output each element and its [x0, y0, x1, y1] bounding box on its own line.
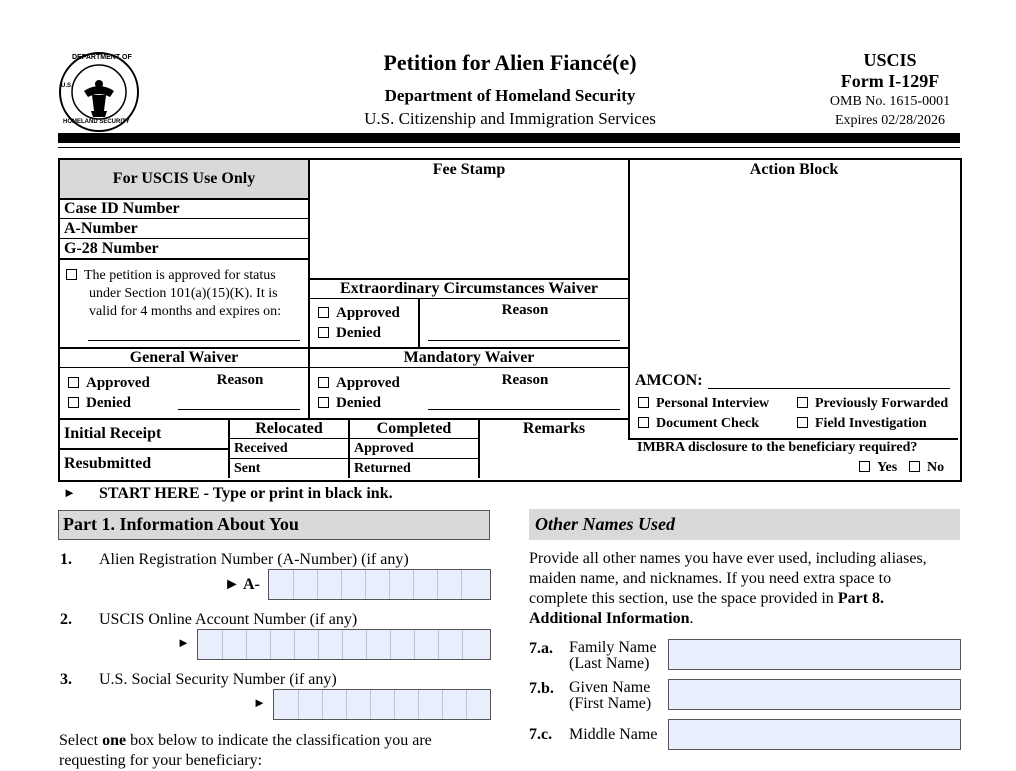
personal-interview-checkbox[interactable]	[638, 397, 649, 408]
mw-approved-checkbox[interactable]	[318, 377, 329, 388]
classification-instructions: Select one box below to indicate the classification you are requesting for your beneficiary:	[59, 732, 432, 769]
sent-label: Sent	[234, 461, 261, 476]
ecw-approved: Approved	[318, 305, 400, 322]
q2-label: USCIS Online Account Number (if any)	[99, 611, 358, 628]
document-check: Document Check	[638, 416, 759, 432]
f7c-label: Middle Name	[569, 726, 658, 743]
form-agency: USCIS	[863, 50, 917, 70]
resubmitted-label: Resubmitted	[64, 455, 152, 472]
seal-text-bottom: HOMELAND SECURITY	[63, 119, 130, 125]
start-here-text: START HERE - Type or print in black ink.	[99, 485, 393, 502]
other-names-header	[529, 509, 960, 540]
initial-receipt-label: Initial Receipt	[64, 425, 162, 442]
gw-reason-label: Reason	[216, 372, 264, 388]
ecw-reason-label: Reason	[501, 302, 549, 318]
fee-stamp-label: Fee Stamp	[432, 161, 506, 178]
amcon-line[interactable]	[708, 388, 950, 389]
uscis-use-only-label: For USCIS Use Only	[112, 170, 256, 187]
ecw-denied-checkbox[interactable]	[318, 327, 329, 338]
middle-name-input[interactable]	[668, 719, 961, 750]
completed-label: Completed	[376, 420, 452, 437]
expiration-date: Expires 02/28/2026	[834, 113, 946, 128]
remarks-label: Remarks	[522, 420, 586, 437]
field-investigation: Field Investigation	[797, 416, 927, 432]
imbra-question: IMBRA disclosure to the beneficiary required?	[637, 440, 918, 455]
other-names-title: Other Names Used	[535, 514, 675, 534]
dhs-seal	[58, 51, 140, 133]
mw-denied: Denied	[318, 395, 381, 412]
a-number-label: A-Number	[64, 220, 138, 237]
approval-checkbox[interactable]	[66, 269, 77, 280]
imbra-yes-checkbox[interactable]	[859, 461, 870, 472]
q1-prefix: ► A-	[224, 576, 260, 593]
header-rule	[58, 133, 960, 143]
mw-reason-line[interactable]	[428, 409, 620, 410]
ssn-input[interactable]	[273, 689, 491, 720]
mw-approved: Approved	[318, 375, 400, 392]
other-names-intro: Provide all other names you have ever used, including aliases, maiden name, and nicknames. If you need extra space to complete this section, use the space provided in Part 8. Additional Information.	[529, 550, 927, 627]
seal-text-top: DEPARTMENT OF	[72, 54, 132, 61]
imbra-no: No	[909, 460, 944, 476]
a-number-input[interactable]	[268, 569, 491, 600]
approval-statement: The petition is approved for status under Section 101(a)(15)(K). It is valid for 4 months and expires on:	[66, 267, 281, 321]
f7b-label: Given Name (First Name)	[569, 679, 652, 712]
form-number: Form I-129F	[840, 71, 940, 91]
f7b-number: 7.b.	[529, 680, 554, 697]
gw-reason-line[interactable]	[178, 409, 300, 410]
omb-number: OMB No. 1615-0001	[829, 94, 951, 109]
field-investigation-checkbox[interactable]	[797, 417, 808, 428]
agency-name: U.S. Citizenship and Immigration Services	[364, 109, 656, 128]
form-title: Petition for Alien Fiancé(e)	[383, 50, 637, 75]
gw-approved: Approved	[68, 375, 150, 392]
relocated-label: Relocated	[255, 420, 323, 437]
action-block-label: Action Block	[749, 161, 839, 178]
previously-forwarded: Previously Forwarded	[797, 396, 948, 412]
general-waiver-title: General Waiver	[129, 349, 239, 366]
gw-denied-checkbox[interactable]	[68, 397, 79, 408]
approved-label: Approved	[354, 441, 414, 456]
family-name-input[interactable]	[668, 639, 961, 670]
ecw-approved-checkbox[interactable]	[318, 307, 329, 318]
expires-on-line[interactable]	[88, 340, 300, 341]
returned-label: Returned	[354, 461, 411, 476]
q1-label: Alien Registration Number (A-Number) (if any)	[99, 551, 409, 568]
f7c-number: 7.c.	[529, 726, 553, 743]
part1-title: Part 1. Information About You	[63, 514, 299, 534]
mandatory-waiver-title: Mandatory Waiver	[403, 349, 535, 366]
q3-label: U.S. Social Security Number (if any)	[99, 671, 337, 688]
start-here-arrow: ►	[63, 485, 76, 500]
gw-approved-checkbox[interactable]	[68, 377, 79, 388]
ecw-title: Extraordinary Circumstances Waiver	[339, 280, 599, 297]
seal-text-us: U.S.	[61, 83, 73, 89]
q3-number: 3.	[60, 671, 72, 688]
imbra-yes: Yes	[859, 460, 897, 476]
document-check-checkbox[interactable]	[638, 417, 649, 428]
imbra-no-checkbox[interactable]	[909, 461, 920, 472]
q2-number: 2.	[60, 611, 72, 628]
uscis-online-account-input[interactable]	[197, 629, 491, 660]
ecw-denied: Denied	[318, 325, 381, 342]
g28-label: G-28 Number	[64, 240, 159, 257]
previously-forwarded-checkbox[interactable]	[797, 397, 808, 408]
q1-number: 1.	[60, 551, 72, 568]
received-label: Received	[234, 441, 288, 456]
amcon-label: AMCON:	[635, 372, 703, 389]
department-name: Department of Homeland Security	[384, 86, 636, 105]
given-name-input[interactable]	[668, 679, 961, 710]
personal-interview: Personal Interview	[638, 396, 769, 412]
part1-header	[58, 510, 490, 540]
ecw-reason-line[interactable]	[428, 340, 620, 341]
f7a-label: Family Name (Last Name)	[569, 639, 657, 672]
q3-prefix: ►	[253, 695, 266, 710]
gw-denied: Denied	[68, 395, 131, 412]
mw-denied-checkbox[interactable]	[318, 397, 329, 408]
header-rule-thin	[58, 147, 960, 148]
mw-reason-label: Reason	[501, 372, 549, 388]
f7a-number: 7.a.	[529, 640, 553, 657]
case-id-label: Case ID Number	[64, 200, 180, 217]
q2-prefix: ►	[177, 635, 190, 650]
